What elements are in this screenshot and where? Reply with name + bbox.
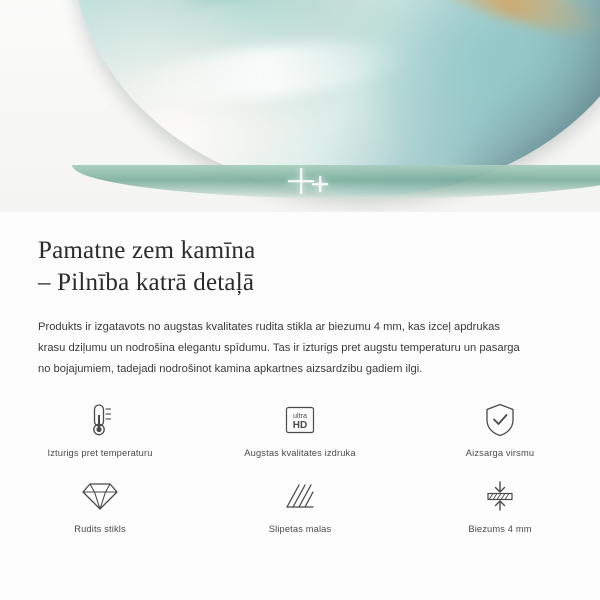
feature-label: Izturigs pret temperaturu xyxy=(47,448,153,458)
headline-line-2: – Pilnība katrā detaļā xyxy=(38,269,255,296)
ultra-hd-icon xyxy=(200,400,400,440)
feature-item-temperature xyxy=(0,392,200,468)
marble-vein xyxy=(411,0,600,47)
feature-item-surface-protection xyxy=(400,392,600,468)
diamond-icon xyxy=(0,476,200,516)
feature-item-thickness xyxy=(400,468,600,544)
shield-check-icon xyxy=(400,400,600,440)
text-block xyxy=(0,212,600,380)
svg-text:HD: HD xyxy=(292,420,308,431)
feature-label: Slipetas malas xyxy=(268,524,332,534)
feature-item-tempered-glass xyxy=(0,468,200,544)
feature-grid xyxy=(0,392,600,544)
page-title xyxy=(0,212,600,299)
polished-edges-icon xyxy=(200,476,400,516)
thickness-icon xyxy=(400,476,600,516)
feature-label: Aizsarga virsmu xyxy=(465,448,535,458)
feature-row xyxy=(0,468,600,544)
feature-row xyxy=(0,392,600,468)
svg-text:ultra: ultra xyxy=(293,411,307,420)
headline-line-1: Pamatne zem kamīna xyxy=(38,237,256,264)
marble-vein xyxy=(117,32,414,112)
feature-item-print-quality xyxy=(200,392,400,468)
feature-label: Biezums 4 mm xyxy=(468,524,532,534)
feature-label: Rudits stikls xyxy=(74,524,126,534)
thermometer-icon xyxy=(0,400,200,440)
feature-item-polished-edges xyxy=(200,468,400,544)
hero-image xyxy=(0,0,600,212)
feature-label: Augstas kvalitates izdruka xyxy=(244,448,356,458)
body-paragraph: Produkts ir izgatavots no augstas kvalitates rudita stikla ar biezumu 4 mm, kas izceļ apdrukas krasu dziļumu un nodrošina elegantu spīdumu. Tas ir izturigs pret augstu temperaturu un pasarga no bojajumiem, tadejadi nodrošinot kamina apkartnes aizsardzibu gadiem ilgi. xyxy=(38,321,520,375)
marble-vein xyxy=(167,0,376,21)
